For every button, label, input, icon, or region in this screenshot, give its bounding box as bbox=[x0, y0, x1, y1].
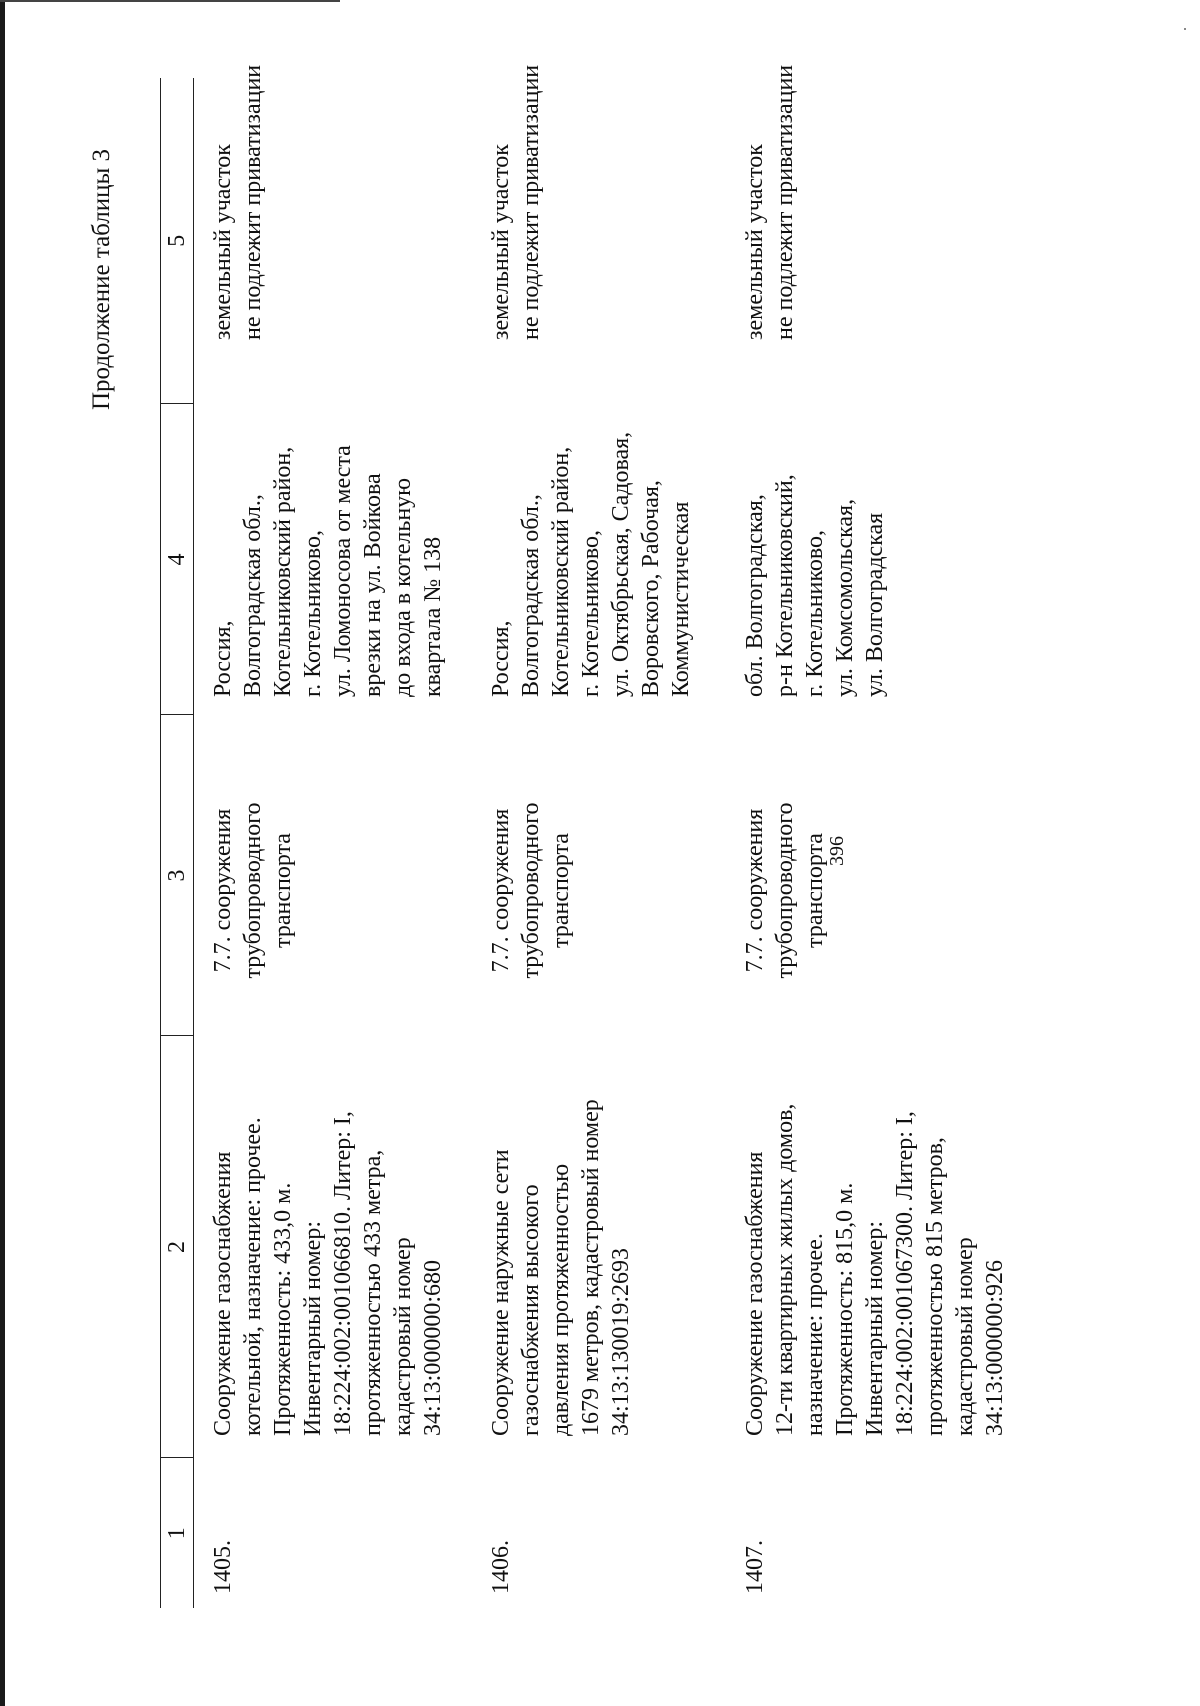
text-line: Котельниковский район, bbox=[270, 446, 296, 697]
text-line: Котельниковский район, bbox=[548, 446, 574, 697]
text-line: 12-ти квартирных жилых домов, bbox=[772, 1103, 798, 1436]
text-line: Россия, bbox=[488, 620, 514, 697]
text-line: Волгоградская обл., bbox=[518, 494, 544, 697]
text-line: 34:13:130019:2693 bbox=[608, 1247, 634, 1436]
text-line: 1679 метров, кадастровый номер bbox=[578, 1099, 604, 1436]
object-description bbox=[194, 1036, 487, 1458]
text-line: 34:13:000000:926 bbox=[982, 1259, 1008, 1436]
text-line: кадастровый номер bbox=[390, 1237, 416, 1436]
text-line: назначение: прочее. bbox=[802, 1233, 828, 1436]
text-line: ул. Ломоносова от места bbox=[330, 445, 356, 697]
text-line: р-н Котельниковский, bbox=[772, 474, 798, 697]
text-line: земельный участок bbox=[488, 144, 514, 340]
text-line: Протяженность: 815,0 м. bbox=[832, 1182, 858, 1436]
table-caption: Продолжение таблицы 3 bbox=[88, 148, 115, 410]
table-row bbox=[486, 78, 740, 1608]
column-header-4: 4 bbox=[161, 404, 194, 715]
text-line: кадастровый номер bbox=[952, 1237, 978, 1436]
header-row bbox=[161, 78, 194, 1608]
text-line: трубопроводного bbox=[240, 802, 266, 979]
object-description bbox=[740, 1036, 1040, 1458]
text-line: г. Котельниково, bbox=[802, 530, 828, 697]
column-header-3: 3 bbox=[161, 715, 194, 1036]
privatization-note bbox=[740, 64, 1040, 404]
property-table bbox=[160, 64, 1040, 1608]
text-line: квартала № 138 bbox=[420, 536, 446, 697]
object-description bbox=[486, 1036, 740, 1458]
text-line: не подлежит приватизации bbox=[518, 64, 544, 340]
text-line: земельный участок bbox=[742, 144, 768, 340]
row-number: 1405. bbox=[210, 1540, 236, 1594]
text-line: обл. Волгоградская, bbox=[742, 494, 768, 697]
table-row bbox=[194, 78, 487, 1608]
object-address bbox=[740, 404, 1040, 715]
column-header-1: 1 bbox=[161, 1458, 194, 1608]
text-line: протяженностью 433 метра, bbox=[360, 1149, 386, 1436]
text-line: 7.7. сооружения bbox=[488, 808, 514, 973]
object-classification bbox=[194, 715, 487, 1036]
text-line: г. Котельниково, bbox=[578, 530, 604, 697]
text-line: Сооружение газоснабжения bbox=[742, 1151, 768, 1436]
row-number: 1407. bbox=[742, 1540, 768, 1594]
text-line: транспорта bbox=[270, 833, 296, 948]
object-classification bbox=[740, 715, 1040, 1036]
text-line: Коммунистическая bbox=[668, 501, 694, 697]
object-address bbox=[194, 404, 487, 715]
text-line: г. Котельниково, bbox=[300, 530, 326, 697]
text-line: ул. Волгоградская bbox=[862, 512, 888, 697]
text-line: давления протяженностью bbox=[548, 1163, 574, 1436]
text-line: трубопроводного bbox=[772, 802, 798, 979]
object-classification bbox=[486, 715, 740, 1036]
text-line: Сооружение газоснабжения bbox=[210, 1151, 236, 1436]
text-line: транспорта bbox=[548, 833, 574, 948]
text-line: ул. Октябрьская, Садовая, bbox=[608, 431, 634, 697]
text-line: 18:224:002:001066810. Литер: I, bbox=[330, 1111, 356, 1436]
text-line: Воровского, Рабочая, bbox=[638, 480, 664, 697]
text-line: Протяженность: 433,0 м. bbox=[270, 1182, 296, 1436]
row-number: 1406. bbox=[488, 1540, 514, 1594]
text-line: ул. Комсомольская, bbox=[832, 498, 858, 697]
privatization-note bbox=[486, 64, 740, 404]
text-line: 18:224:002:001067300. Литер: I, bbox=[892, 1111, 918, 1436]
text-line: не подлежит приватизации bbox=[772, 64, 798, 340]
text-line: земельный участок bbox=[210, 144, 236, 340]
text-line: не подлежит приватизации bbox=[240, 64, 266, 340]
page-number: 396 bbox=[826, 836, 848, 866]
text-line: газоснабжения высокого bbox=[518, 1184, 544, 1436]
text-line: Сооружение наружные сети bbox=[488, 1149, 514, 1436]
object-address bbox=[486, 404, 740, 715]
text-line: транспорта bbox=[802, 833, 828, 948]
privatization-note bbox=[194, 64, 487, 404]
text-line: 7.7. сооружения bbox=[742, 808, 768, 973]
text-line: трубопроводного bbox=[518, 802, 544, 979]
text-line: протяженностью 815 метров, bbox=[922, 1137, 948, 1436]
column-header-2: 2 bbox=[161, 1036, 194, 1458]
text-line: Россия, bbox=[210, 620, 236, 697]
text-line: до входа в котельную bbox=[390, 477, 416, 697]
text-line: Инвентарный номер: bbox=[300, 1220, 326, 1436]
text-line: Инвентарный номер: bbox=[862, 1220, 888, 1436]
text-line: котельной, назначение: прочее. bbox=[240, 1117, 266, 1436]
text-line: Волгоградская обл., bbox=[240, 494, 266, 697]
column-header-5: 5 bbox=[161, 78, 194, 404]
table-row bbox=[740, 78, 1040, 1608]
text-line: 34:13:000000:680 bbox=[420, 1259, 446, 1436]
text-line: врезки на ул. Войкова bbox=[360, 473, 386, 697]
text-line: 7.7. сооружения bbox=[210, 808, 236, 973]
